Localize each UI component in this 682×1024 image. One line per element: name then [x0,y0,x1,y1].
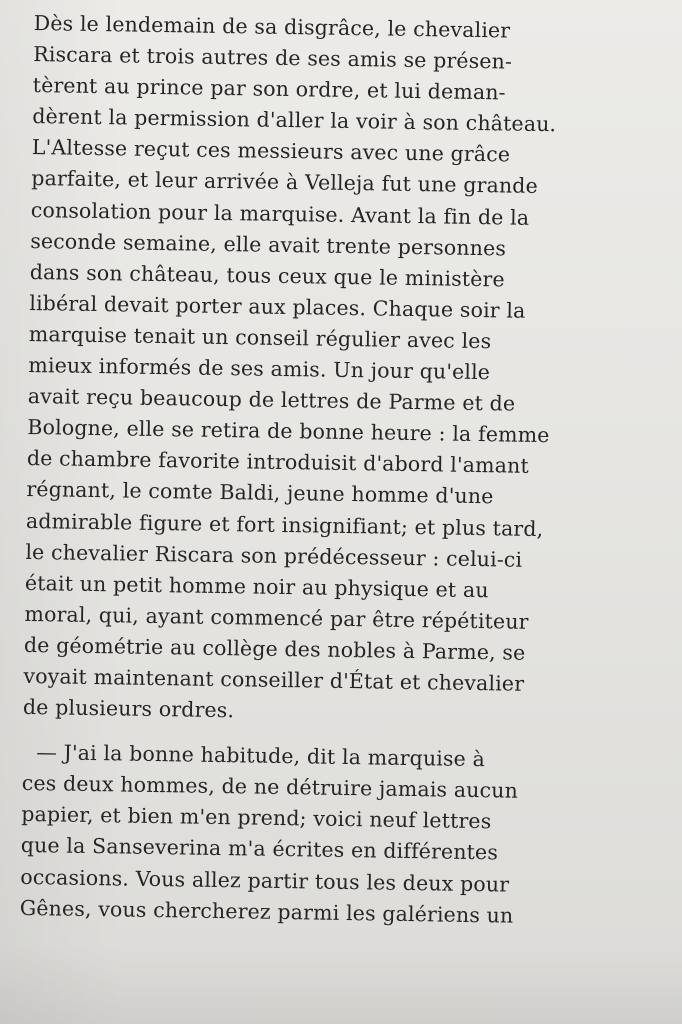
text-line: libéral devait porter aux places. Chaque soir la [29,290,526,323]
page-text [20,8,644,933]
text-line: dèrent la permission d'aller la voir à son château. [32,104,557,137]
text-line: papier, et bien m'en prend; voici neuf lettres [21,802,492,834]
text-line: L'Altesse reçut ces messieurs avec une grâce [31,135,511,167]
text-line: avait reçu beaucoup de lettres de Parme et de [27,384,516,416]
text-line: était un petit homme noir au physique et au [24,570,489,602]
text-line: occasions. Vous allez partir tous les deux pour [20,864,510,897]
text-line: parfaite, et leur arrivée à Velleja fut une grande [31,166,539,199]
text-line: de géométrie au collège des nobles à Parme, se [23,632,526,665]
text-line: — J'ai la bonne habitude, dit la marquise à [36,740,486,772]
text-line: tèrent au prince par son ordre, et lui deman- [32,73,506,105]
text-line: régnant, le comte Baldi, jeune homme d'une [26,477,494,509]
text-line: que la Sanseverina m'a écrites en différentes [20,833,499,865]
text-line: Dès le lendemain de sa disgrâce, le chevalier [33,10,511,43]
text-line: admirable figure et fort insignifiant; et plus tard, [25,508,544,541]
text-line: ces deux hommes, de ne détruire jamais aucun [21,771,519,803]
text-line: marquise tenait un conseil régulier avec les [28,321,492,354]
paragraph-1 [23,8,644,733]
text-line: dans son château, tous ceux que le ministère [29,259,505,292]
page-shadow [0,944,682,1024]
text-line: Riscara et trois autres de ses amis se présen- [33,42,513,74]
text-line: de plusieurs ordres. [22,694,235,723]
text-line: mieux informés de ses amis. Un jour qu'elle [28,352,491,385]
text-line: voyait maintenant conseiller d'État et chevalier [23,663,525,696]
text-line: seconde semaine, elle avait trente personnes [30,228,507,261]
text-line: consolation pour la marquise. Avant la fin de la [30,197,530,230]
text-line: moral, qui, ayant commencé par être répétiteur [24,601,529,634]
text-line: Gênes, vous chercherez parmi les galériens un [19,895,514,928]
text-line: Bologne, elle se retira de bonne heure : la femme [27,415,550,448]
text-line: de chambre favorite introduisit d'abord l'amant [26,446,530,479]
text-line: le chevalier Riscara son prédécesseur : celui-ci [25,539,523,572]
paragraph-2 [20,737,633,933]
